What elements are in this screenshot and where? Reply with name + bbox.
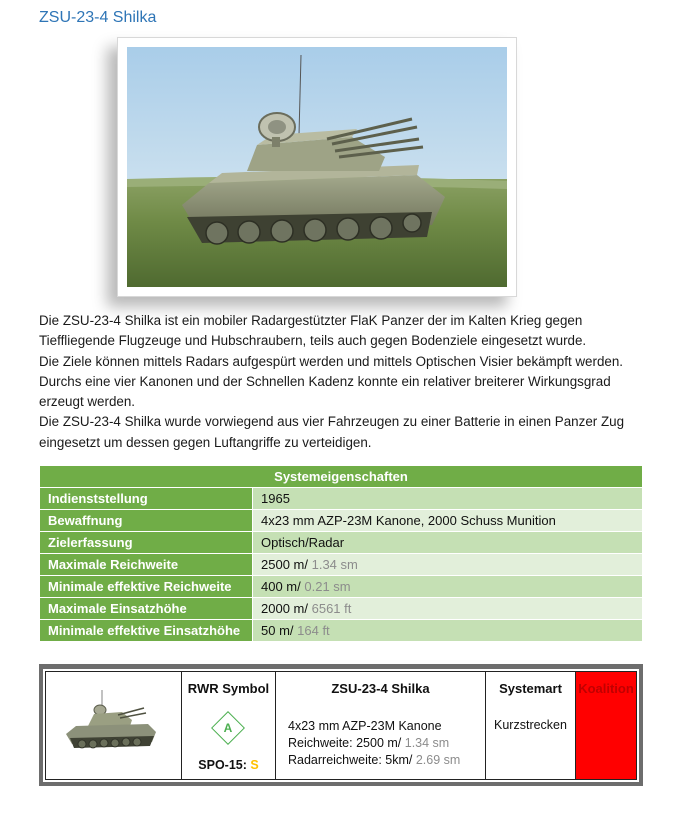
weapon-line: 4x23 mm AZP-23M Kanone (288, 719, 442, 733)
table-row (40, 488, 643, 510)
table-row (40, 532, 643, 554)
card-image-cell (46, 672, 182, 779)
page-title: ZSU-23-4 Shilka (39, 9, 157, 26)
table-row (40, 554, 643, 576)
description (39, 311, 649, 453)
description-line: eingesetzt um dessen gegen Luftangriffe zu verteidigen. (39, 434, 372, 450)
rwr-header: RWR Symbol (187, 681, 270, 696)
type-cell (486, 672, 576, 779)
property-label: Maximale Reichweite (40, 554, 253, 576)
spo-value: S (250, 758, 259, 772)
coalition-header: Koalition (578, 681, 634, 696)
summary-card (39, 664, 643, 786)
description-line: Die Ziele können mittels Radars aufgespürt werden und mittels Optischen Visier bekämpft werden. (39, 353, 624, 369)
property-value: 2000 m/ 6561 ft (253, 598, 643, 620)
property-label: Bewaffnung (40, 510, 253, 532)
tank-thumbnail-icon (60, 686, 162, 756)
property-value: 1965 (253, 488, 643, 510)
property-label: Minimale effektive Einsatzhöhe (40, 620, 253, 642)
table-row (40, 598, 643, 620)
property-value: 400 m/ 0.21 sm (253, 576, 643, 598)
description-line: Tieffliegende Flugzeuge und Hubschraubern, teils auch gegen Bodenziele eingesetzt wurde. (39, 333, 587, 349)
type-header: Systemart (499, 681, 562, 696)
table-row (40, 510, 643, 532)
type-value: Kurzstrecken (494, 718, 567, 732)
property-label: Maximale Einsatzhöhe (40, 598, 253, 620)
description-line: Durchs eine vier Kanonen und der Schnellen Kadenz konnte ein relativer breiterer Wirkungsgrad (39, 373, 611, 389)
tank-photo-svg (127, 47, 507, 287)
rwr-letter: A (223, 721, 233, 735)
table-row (40, 620, 643, 642)
property-value: Optisch/Radar (253, 532, 643, 554)
spo-label: SPO-15: S (198, 758, 259, 772)
properties-table (39, 465, 643, 642)
property-label: Zielerfassung (40, 532, 253, 554)
radar-line: Radarreichweite: 5km/ 2.69 sm (288, 753, 461, 767)
rwr-cell (182, 672, 276, 779)
range-line: Reichweite: 2500 m/ 1.34 sm (288, 736, 450, 750)
property-value: 50 m/ 164 ft (253, 620, 643, 642)
description-line: erzeugt werden. (39, 394, 136, 410)
shilka-photo (117, 37, 517, 297)
property-label: Indienststellung (40, 488, 253, 510)
name-details (288, 718, 460, 769)
rwr-diamond-icon (211, 711, 245, 745)
table-row (40, 576, 643, 598)
name-cell (276, 672, 486, 779)
name-header: ZSU-23-4 Shilka (331, 681, 430, 696)
properties-header: Systemeigenschaften (40, 466, 643, 488)
coalition-cell (576, 672, 636, 779)
description-line: Die ZSU-23-4 Shilka wurde vorwiegend aus vier Fahrzeugen zu einer Batterie in einen Panzer Zug (39, 414, 625, 430)
property-value: 4x23 mm AZP-23M Kanone, 2000 Schuss Munition (253, 510, 643, 532)
property-value: 2500 m/ 1.34 sm (253, 554, 643, 576)
property-label: Minimale effektive Reichweite (40, 576, 253, 598)
description-line: Die ZSU-23-4 Shilka ist ein mobiler Radargestützter FlaK Panzer der im Kalten Krieg gegen (39, 313, 583, 328)
